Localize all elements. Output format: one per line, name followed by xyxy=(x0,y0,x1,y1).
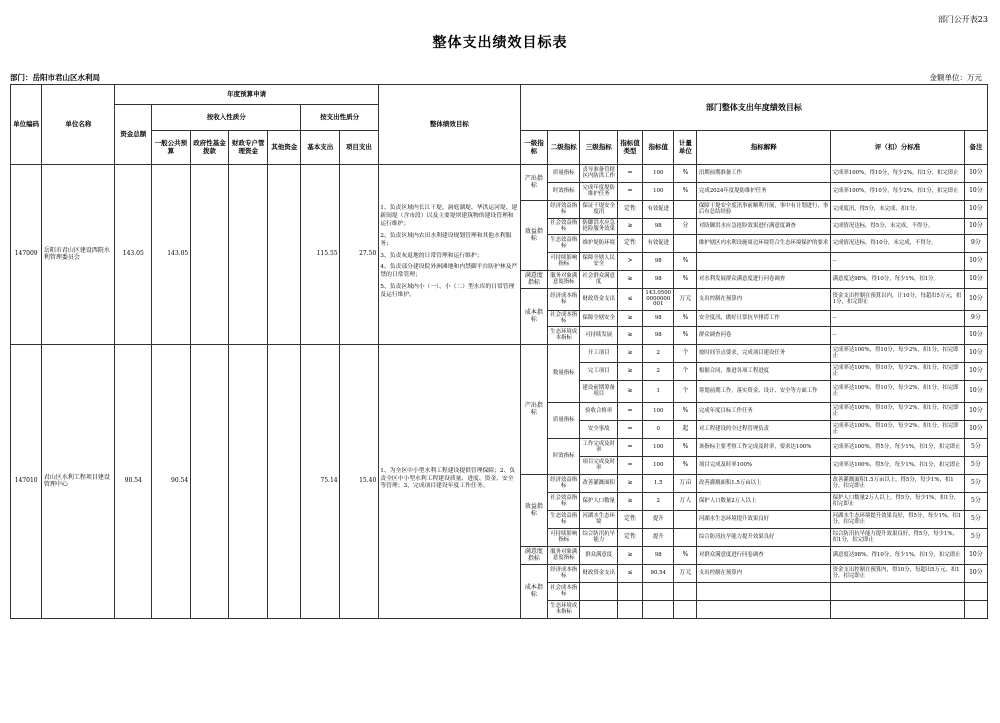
level2-cell: 社会效益指标 xyxy=(548,493,580,511)
unit-cell: % xyxy=(674,547,697,565)
unit-cell xyxy=(674,511,697,529)
level3-cell: 保障全辖安全 xyxy=(580,311,618,327)
explain-cell: 按时间节点要求，完成项目建设任务 xyxy=(697,345,831,363)
unit-cell: 个 xyxy=(674,381,697,403)
value-cell xyxy=(643,601,674,619)
value-cell: 2 xyxy=(643,345,674,363)
value-type-cell: = xyxy=(618,165,643,183)
level2-cell: 可持续影响指标 xyxy=(548,253,580,271)
remark-cell: 10分 xyxy=(964,363,987,381)
unit-cell: % xyxy=(674,253,697,271)
value-type-cell: ≥ xyxy=(618,475,643,493)
general-budget-cell: 143.05 xyxy=(152,165,191,345)
level3-cell: 河湖水生态环境 xyxy=(580,511,618,529)
explain-cell: 该指标主要考察工作完成及时率，要求达100% xyxy=(697,439,831,457)
explain-cell: 安全度汛、做好日常抗旱排涝工作 xyxy=(697,311,831,327)
value-type-cell: ≥ xyxy=(618,381,643,403)
scoring-cell: 完成率达100%，得10分，每少2%，扣1分，扣完即止 xyxy=(831,345,965,363)
total-funds-cell: 143.05 xyxy=(115,165,152,345)
header-dept-goal: 部门整体支出年度绩效目标 xyxy=(520,85,987,131)
unit-cell xyxy=(674,583,697,601)
explain-cell: 维护辖区内水利设施周边环境符合生态环境保护的要求 xyxy=(697,235,831,253)
level3-cell: 可持续发展 xyxy=(580,327,618,345)
header-basic-exp: 基本支出 xyxy=(301,131,340,165)
header-by-expense: 按支出性质分 xyxy=(301,105,378,131)
level3-cell: 财政资金支出 xyxy=(580,565,618,583)
scoring-cell: 完成率达100%，得10分，每少2%，扣1分，扣完即止 xyxy=(831,403,965,421)
unit-cell xyxy=(674,201,697,219)
level3-cell: 验收合格率 xyxy=(580,403,618,421)
explain-cell: 完成2024年度堤防维护任务 xyxy=(697,183,831,201)
other-fund-cell xyxy=(268,345,301,619)
header-unit-name: 单位名称 xyxy=(42,85,115,165)
value-cell: 有效促进 xyxy=(643,201,674,219)
level1-cell: 满意度指标 xyxy=(520,271,547,289)
project-exp-cell: 27.50 xyxy=(340,165,379,345)
header-total-funds: 资金总额 xyxy=(115,105,152,165)
gov-fund-cell xyxy=(190,345,229,619)
value-cell xyxy=(643,583,674,601)
remark-cell: 10分 xyxy=(964,403,987,421)
explain-cell xyxy=(697,253,831,271)
explain-cell: 汛期前期准备工作 xyxy=(697,165,831,183)
scoring-cell xyxy=(831,583,965,601)
unit-cell: 个 xyxy=(674,345,697,363)
explain-cell: 筹划前期工作，落实资金、设计、安全等方面工作 xyxy=(697,381,831,403)
scoring-cell: 完成情况达标，得5分，未完成，不得分。 xyxy=(831,219,965,235)
value-type-cell xyxy=(618,601,643,619)
scoring-cell: 河湖水生态环境提升效果良好，得5分，每少1%，扣1分，扣完即止 xyxy=(831,511,965,529)
level2-cell: 生态效益指标 xyxy=(548,235,580,253)
value-cell: 提升 xyxy=(643,529,674,547)
level1-cell: 成本指标 xyxy=(520,289,547,345)
level3-cell: 群众满意度 xyxy=(580,547,618,565)
general-budget-cell: 90.54 xyxy=(152,345,191,619)
level3-cell: 维护堤防环境 xyxy=(580,235,618,253)
header-other-fund: 其他资金 xyxy=(268,131,301,165)
gov-fund-cell xyxy=(190,165,229,345)
scoring-cell: 满意度达98%，得10分，每少1%，扣1分。 xyxy=(831,271,965,289)
goal-item: 1、为全区中小型水利工程建设提供管理保障；2、负责全区中小型水利工程建设质量、进度、资金、安全等管理；3、完成项目建设年度工作任务。 xyxy=(380,467,516,490)
level1-cell: 效益指标 xyxy=(520,475,547,547)
scoring-cell: 保护人口数量2万人以上，得5分，每少1%，扣1分，扣完即止 xyxy=(831,493,965,511)
level1-cell: 产出指标 xyxy=(520,345,547,475)
currency-unit-label: 金额单位：万元 xyxy=(929,73,982,82)
explain-cell xyxy=(697,583,831,601)
remark-cell: 10分 xyxy=(964,165,987,183)
level1-cell: 成本指标 xyxy=(520,565,547,619)
explain-cell: 改善灌溉面积1.5万亩以上 xyxy=(697,475,831,493)
value-type-cell: ≥ xyxy=(618,345,643,363)
level3-cell: 保证干堤安全度汛 xyxy=(580,201,618,219)
header-scoring: 评（扣）分标准 xyxy=(831,131,965,165)
level3-cell: 安全事故 xyxy=(580,421,618,439)
level3-cell: 项目完成及时率 xyxy=(580,457,618,475)
level3-cell xyxy=(580,601,618,619)
scoring-cell: -- xyxy=(831,311,965,327)
header-value-type: 指标值类型 xyxy=(618,131,643,165)
unit-cell: 万亩 xyxy=(674,475,697,493)
table-row xyxy=(11,165,988,183)
value-cell: 98 xyxy=(643,219,674,235)
remark-cell xyxy=(964,583,987,601)
header-remark: 备注 xyxy=(964,131,987,165)
unit-cell: 个 xyxy=(674,363,697,381)
page-title: 整体支出绩效目标表 xyxy=(432,35,568,51)
value-cell: 0 xyxy=(643,421,674,439)
scoring-cell: -- xyxy=(831,327,965,345)
value-type-cell: ≥ xyxy=(618,219,643,235)
level2-cell: 服务对象满意度指标 xyxy=(548,271,580,289)
header-unit: 计量单位 xyxy=(674,131,697,165)
value-type-cell: > xyxy=(618,253,643,271)
value-type-cell: 定性 xyxy=(618,201,643,219)
value-type-cell: = xyxy=(618,183,643,201)
remark-cell: 9分 xyxy=(964,235,987,253)
remark-cell: 5分 xyxy=(964,439,987,457)
scoring-cell: 完成情况达标，得10分，未完成，不得分。 xyxy=(831,235,965,253)
scoring-cell: 完成率达100%，得10分，每少2%，扣1分，扣完即止 xyxy=(831,363,965,381)
unit-cell xyxy=(674,601,697,619)
special-fund-cell xyxy=(229,165,268,345)
remark-cell: 5分 xyxy=(964,529,987,547)
header-value: 指标值 xyxy=(643,131,674,165)
explain-cell xyxy=(697,601,831,619)
value-cell: 98 xyxy=(643,547,674,565)
header-level2: 二级指标 xyxy=(548,131,580,165)
unit-cell xyxy=(674,529,697,547)
remark-cell: 10分 xyxy=(964,547,987,565)
unit-cell xyxy=(674,235,697,253)
unit-cell: % xyxy=(674,183,697,201)
unit-name-cell: 君山区水利工程项目建设管理中心 xyxy=(42,345,115,619)
scoring-cell: 资金支出控制在预算以内，计10分，每超出5万元，扣1分，扣完即止 xyxy=(831,289,965,311)
value-type-cell: = xyxy=(618,439,643,457)
value-type-cell: ≤ xyxy=(618,289,643,311)
level3-cell: 社会群众满意度 xyxy=(580,271,618,289)
header-general-budget: 一般公共预算 xyxy=(152,131,191,165)
level2-cell: 经济成本指标 xyxy=(548,289,580,311)
value-cell: 98 xyxy=(643,311,674,327)
unit-code-cell: 147009 xyxy=(11,165,42,345)
level2-cell: 生态效益指标 xyxy=(548,511,580,529)
remark-cell: 5分 xyxy=(964,475,987,493)
explain-cell: 对水利发展群众满意度进行问卷调查 xyxy=(697,271,831,289)
level1-cell: 效益指标 xyxy=(520,201,547,271)
header-level1: 一级指标 xyxy=(520,131,547,165)
level2-cell: 数量指标 xyxy=(548,345,580,403)
remark-cell: 10分 xyxy=(964,565,987,583)
special-fund-cell xyxy=(229,345,268,619)
unit-cell: 万元 xyxy=(674,289,697,311)
unit-cell: 分 xyxy=(674,219,697,235)
value-type-cell: 定性 xyxy=(618,511,643,529)
header-overall-goal: 整体绩效目标 xyxy=(378,85,520,165)
value-type-cell: ≤ xyxy=(618,565,643,583)
explain-cell: 综合防汛抗旱能力提升效果良好 xyxy=(697,529,831,547)
unit-cell: % xyxy=(674,271,697,289)
scoring-cell: 完成率达100%，得10分，每少2%，扣1分，扣完即止 xyxy=(831,421,965,439)
header-project-exp: 项目支出 xyxy=(340,131,379,165)
value-type-cell: ≥ xyxy=(618,311,643,327)
unit-cell: % xyxy=(674,457,697,475)
header-by-income: 按收入性质分 xyxy=(152,105,301,131)
remark-cell: 5分 xyxy=(964,493,987,511)
basic-exp-cell: 115.55 xyxy=(301,165,340,345)
value-cell: 98 xyxy=(643,271,674,289)
unit-cell: 万元 xyxy=(674,565,697,583)
level2-cell: 质量指标 xyxy=(548,165,580,183)
explain-cell: 保障干堤安全度汛事前顺利开展，事中有计划进行，事后有总结经验 xyxy=(697,201,831,219)
value-type-cell: ≥ xyxy=(618,493,643,511)
level2-cell: 社会成本指标 xyxy=(548,311,580,327)
value-cell: 提升 xyxy=(643,511,674,529)
scoring-cell: 综合防汛抗旱能力提升效果良好，得5分，每少1%，扣1分，扣完即止 xyxy=(831,529,965,547)
value-cell: 1.5 xyxy=(643,475,674,493)
level3-cell: 开工项目 xyxy=(580,345,618,363)
department-label: 部门：岳阳市君山区水利局 xyxy=(10,73,100,82)
unit-cell: % xyxy=(674,165,697,183)
project-exp-cell: 15.40 xyxy=(340,345,379,619)
level3-cell: 完成年度堤防维护任务 xyxy=(580,183,618,201)
level2-cell: 社会效益指标 xyxy=(548,219,580,235)
corner-label: 部门公开表23 xyxy=(937,15,988,24)
level2-cell: 经济成本指标 xyxy=(548,565,580,583)
goal-item: 1、负责区域内长江干堤、洞庭湖堤、华洪运河堤、建新间堤（含市段）以及主要堤坝建筑物的建设管理和运行维护； xyxy=(380,205,518,228)
level2-cell: 质量指标 xyxy=(548,403,580,439)
value-type-cell: ≥ xyxy=(618,327,643,345)
scoring-cell: 完成率100%，得10分，每少2%，扣1分，扣完即止 xyxy=(831,183,965,201)
scoring-cell: -- xyxy=(831,253,965,271)
level2-cell: 可持续影响指标 xyxy=(548,529,580,547)
value-type-cell: = xyxy=(618,421,643,439)
explain-cell: 群众调查问卷 xyxy=(697,327,831,345)
scoring-cell: 改善灌溉面积1.5万亩以上，得5分，每少1%，扣1分，扣完即止 xyxy=(831,475,965,493)
header-explain: 指标解释 xyxy=(697,131,831,165)
level2-cell: 服务对象满意度指标 xyxy=(548,547,580,565)
total-funds-cell: 90.54 xyxy=(115,345,152,619)
remark-cell: 10分 xyxy=(964,345,987,363)
level2-cell: 生态环境成本指标 xyxy=(548,327,580,345)
value-cell: 100 xyxy=(643,439,674,457)
explain-cell: 支出控制在预算内 xyxy=(697,289,831,311)
value-type-cell: ≥ xyxy=(618,363,643,381)
level2-cell: 时效指标 xyxy=(548,183,580,201)
scoring-cell: 资金支出控制在预算内，得10分，每超出5万元，扣1分，扣完即止 xyxy=(831,565,965,583)
value-cell: 98 xyxy=(643,327,674,345)
value-type-cell: ≥ xyxy=(618,547,643,565)
unit-cell: 起 xyxy=(674,421,697,439)
basic-exp-cell: 75.14 xyxy=(301,345,340,619)
unit-code-cell: 147010 xyxy=(11,345,42,619)
remark-cell: 10分 xyxy=(964,183,987,201)
level3-cell: 完工项目 xyxy=(580,363,618,381)
header-gov-fund: 政府性基金拨款 xyxy=(190,131,229,165)
level2-cell: 生态环境成本指标 xyxy=(548,601,580,619)
goal-item: 2、负责区域内农田水利建设规划管理和其他水利服务； xyxy=(380,232,512,247)
value-cell: 100 xyxy=(643,165,674,183)
explain-cell: 支出控制在预算内 xyxy=(697,565,831,583)
header-level3: 三级指标 xyxy=(580,131,618,165)
level3-cell: 保护人口数量 xyxy=(580,493,618,511)
remark-cell: 10分 xyxy=(964,327,987,345)
level2-cell: 经济效益指标 xyxy=(548,201,580,219)
level2-cell: 时效指标 xyxy=(548,439,580,475)
scoring-cell: 满意度达98%，得10分，每少1%，扣1分，扣完即止 xyxy=(831,547,965,565)
explain-cell: 对防御洪水应急抢险效果进行满意度调查 xyxy=(697,219,831,235)
header-unit-code: 单位编码 xyxy=(11,85,42,165)
scoring-cell: 完成率达100%，得5分，每少1%，扣1分，扣完即止 xyxy=(831,457,965,475)
explain-cell: 对群众满意度进行问卷调查 xyxy=(697,547,831,565)
value-type-cell: 定性 xyxy=(618,529,643,547)
unit-cell: % xyxy=(674,327,697,345)
level3-cell: 责导准备管辖区内防洪工作 xyxy=(580,165,618,183)
level2-cell: 社会成本指标 xyxy=(548,583,580,601)
value-cell: 100 xyxy=(643,403,674,421)
scoring-cell: 完成率达100%，得10分，每少2%，扣1分，扣完即止 xyxy=(831,381,965,403)
explain-cell: 河湖水生态环境提升效果良好 xyxy=(697,511,831,529)
level1-cell: 满意度指标 xyxy=(520,547,547,565)
level3-cell: 工作完成及时率 xyxy=(580,439,618,457)
remark-cell: 10分 xyxy=(964,201,987,219)
level1-cell: 产出指标 xyxy=(520,165,547,201)
level3-cell: 防御洪水应急抢险服务效果 xyxy=(580,219,618,235)
overall-goal-cell xyxy=(378,345,520,619)
remark-cell: 10分 xyxy=(964,381,987,403)
scoring-cell: 完成率达100%，得5分，每少1%，扣1分，扣完即止 xyxy=(831,439,965,457)
header-budget-request: 年度预算申请 xyxy=(115,85,378,105)
level3-cell: 保障全辖人民安全 xyxy=(580,253,618,271)
remark-cell xyxy=(964,601,987,619)
level3-cell: 综合防汛抗旱能力 xyxy=(580,529,618,547)
level3-cell xyxy=(580,583,618,601)
scoring-cell: 完成度汛，得5分，未完成，扣1分。 xyxy=(831,201,965,219)
performance-table xyxy=(10,84,988,619)
level3-cell: 财政资金支出 xyxy=(580,289,618,311)
remark-cell: 10分 xyxy=(964,219,987,235)
value-type-cell xyxy=(618,583,643,601)
scoring-cell: 完成率100%，得10分，每少2%，扣1分，扣完即止 xyxy=(831,165,965,183)
value-cell: 143.05000000000001 xyxy=(643,289,674,311)
unit-cell: % xyxy=(674,403,697,421)
explain-cell: 对工程建设的全过程管理负责 xyxy=(697,421,831,439)
value-type-cell: 定性 xyxy=(618,235,643,253)
value-cell: 100 xyxy=(643,457,674,475)
unit-name-cell: 岳阳市君山区建设西院水利管理委员会 xyxy=(42,165,115,345)
value-cell: 90.54 xyxy=(643,565,674,583)
remark-cell: 10分 xyxy=(964,271,987,289)
remark-cell: 5分 xyxy=(964,511,987,529)
remark-cell: 10分 xyxy=(964,289,987,311)
explain-cell: 保护人口数量2万人以上 xyxy=(697,493,831,511)
goal-item: 4、负责部分建设院外洲滩地和内禁御平台防护林及严禁的日常管理； xyxy=(380,264,518,279)
value-cell: 1 xyxy=(643,381,674,403)
explain-cell: 根据合同，推进各项工程进度 xyxy=(697,363,831,381)
value-cell: 2 xyxy=(643,493,674,511)
unit-cell: 万人 xyxy=(674,493,697,511)
level2-cell: 经济效益指标 xyxy=(548,475,580,493)
goal-item: 3、负责灰退地的日常管理和运行维护； xyxy=(380,252,483,259)
unit-cell: % xyxy=(674,311,697,327)
remark-cell: 10分 xyxy=(964,253,987,271)
remark-cell: 10分 xyxy=(964,421,987,439)
explain-cell: 项目完成及时率100% xyxy=(697,457,831,475)
value-cell: 有效促进 xyxy=(643,235,674,253)
remark-cell: 9分 xyxy=(964,311,987,327)
value-type-cell: ≥ xyxy=(618,271,643,289)
value-type-cell: = xyxy=(618,457,643,475)
remark-cell: 5分 xyxy=(964,457,987,475)
explain-cell: 完成年度目标工作任务 xyxy=(697,403,831,421)
goal-item: 5、负责区域内小（一）、小（二）型水库的日常管理及运行维护。 xyxy=(380,283,515,298)
value-type-cell: = xyxy=(618,403,643,421)
header-special-fund: 财政专户管理资金 xyxy=(229,131,268,165)
table-row xyxy=(11,345,988,363)
scoring-cell xyxy=(831,601,965,619)
value-cell: 98 xyxy=(643,253,674,271)
overall-goal-cell xyxy=(378,165,520,345)
level3-cell: 改善灌溉面积 xyxy=(580,475,618,493)
level3-cell: 建设前期筹备项目 xyxy=(580,381,618,403)
value-cell: 100 xyxy=(643,183,674,201)
other-fund-cell xyxy=(268,165,301,345)
value-cell: 2 xyxy=(643,363,674,381)
unit-cell: % xyxy=(674,439,697,457)
